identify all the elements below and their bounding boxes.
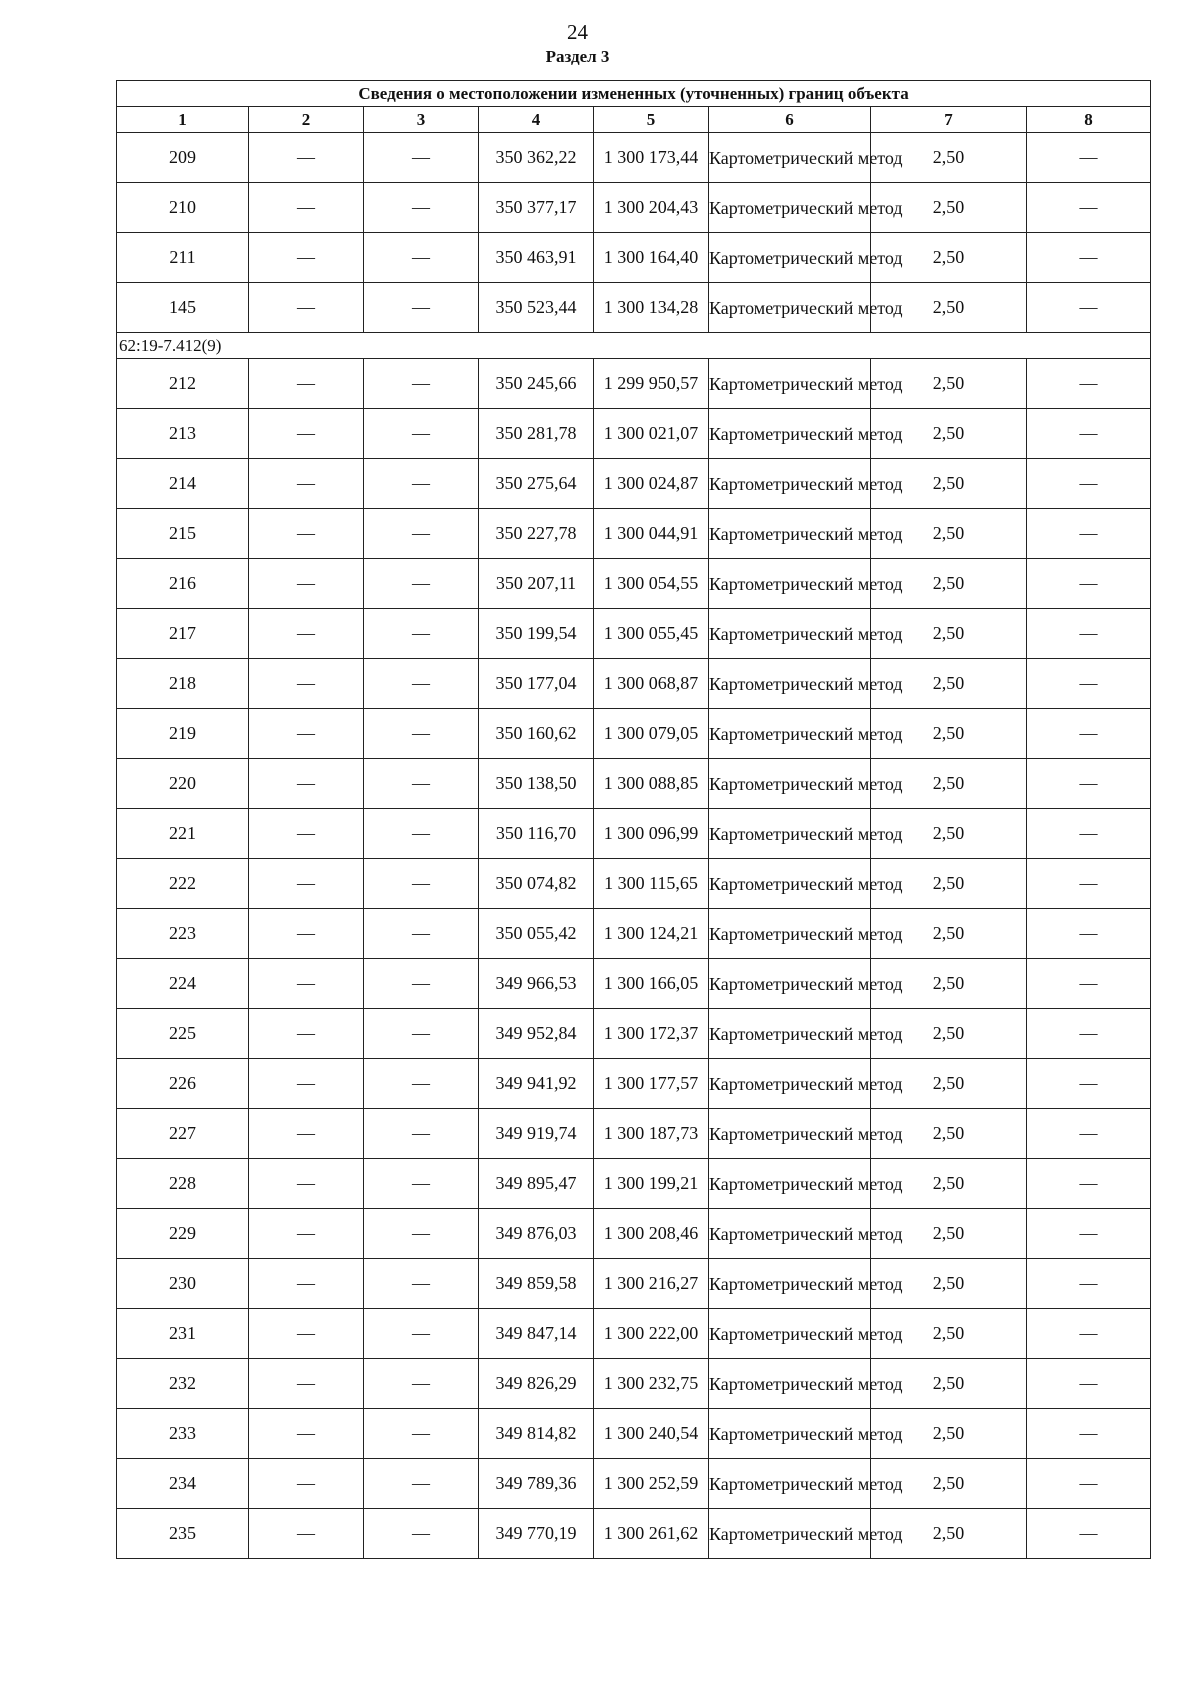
column-2-cell: — — [249, 1109, 364, 1159]
column-3-cell: — — [364, 659, 479, 709]
column-8-cell: — — [1027, 133, 1151, 183]
method-cell: Картометрический метод — [709, 859, 871, 909]
y-coordinate-cell: 1 300 088,85 — [594, 759, 709, 809]
column-number: 3 — [364, 107, 479, 133]
accuracy-cell: 2,50 — [871, 509, 1027, 559]
table-row — [117, 809, 1151, 859]
column-2-cell: — — [249, 233, 364, 283]
table-row — [117, 909, 1151, 959]
column-8-cell: — — [1027, 283, 1151, 333]
column-2-cell: — — [249, 1509, 364, 1559]
x-coordinate-cell: 350 275,64 — [479, 459, 594, 509]
method-cell: Картометрический метод — [709, 959, 871, 1009]
table-row — [117, 509, 1151, 559]
accuracy-cell: 2,50 — [871, 1409, 1027, 1459]
table-row — [117, 1209, 1151, 1259]
table-row — [117, 283, 1151, 333]
method-cell: Картометрический метод — [709, 1059, 871, 1109]
y-coordinate-cell: 1 300 021,07 — [594, 409, 709, 459]
table-row — [117, 709, 1151, 759]
y-coordinate-cell: 1 300 055,45 — [594, 609, 709, 659]
table-row — [117, 233, 1151, 283]
column-2-cell: — — [249, 1459, 364, 1509]
column-2-cell: — — [249, 1059, 364, 1109]
y-coordinate-cell: 1 300 208,46 — [594, 1209, 709, 1259]
table-row — [117, 1009, 1151, 1059]
column-3-cell: — — [364, 1159, 479, 1209]
column-8-cell: — — [1027, 1159, 1151, 1209]
section-title: Раздел 3 — [545, 47, 610, 66]
column-8-cell: — — [1027, 1109, 1151, 1159]
x-coordinate-cell: 349 789,36 — [479, 1459, 594, 1509]
accuracy-cell: 2,50 — [871, 1509, 1027, 1559]
method-cell: Картометрический метод — [709, 1159, 871, 1209]
method-cell: Картометрический метод — [709, 133, 871, 183]
y-coordinate-cell: 1 300 187,73 — [594, 1109, 709, 1159]
accuracy-cell: 2,50 — [871, 859, 1027, 909]
column-3-cell: — — [364, 183, 479, 233]
y-coordinate-cell: 1 300 232,75 — [594, 1359, 709, 1409]
column-3-cell: — — [364, 1509, 479, 1559]
column-2-cell: — — [249, 959, 364, 1009]
column-2-cell: — — [249, 1259, 364, 1309]
accuracy-cell: 2,50 — [871, 1459, 1027, 1509]
column-3-cell: — — [364, 909, 479, 959]
column-2-cell: — — [249, 459, 364, 509]
point-number-cell: 223 — [117, 909, 249, 959]
accuracy-cell: 2,50 — [871, 1009, 1027, 1059]
column-8-cell: — — [1027, 509, 1151, 559]
table-row — [117, 659, 1151, 709]
table-row — [117, 1259, 1151, 1309]
method-cell: Картометрический метод — [709, 1409, 871, 1459]
accuracy-cell: 2,50 — [871, 459, 1027, 509]
column-3-cell: — — [364, 459, 479, 509]
accuracy-cell: 2,50 — [871, 359, 1027, 409]
column-8-cell: — — [1027, 559, 1151, 609]
accuracy-cell: 2,50 — [871, 809, 1027, 859]
point-number-cell: 211 — [117, 233, 249, 283]
y-coordinate-cell: 1 300 177,57 — [594, 1059, 709, 1109]
method-cell: Картометрический метод — [709, 459, 871, 509]
method-cell: Картометрический метод — [709, 559, 871, 609]
column-2-cell: — — [249, 1009, 364, 1059]
column-8-cell: — — [1027, 1409, 1151, 1459]
y-coordinate-cell: 1 300 172,37 — [594, 1009, 709, 1059]
table-row — [117, 1509, 1151, 1559]
method-cell: Картометрический метод — [709, 709, 871, 759]
y-coordinate-cell: 1 300 054,55 — [594, 559, 709, 609]
method-cell: Картометрический метод — [709, 1259, 871, 1309]
column-8-cell: — — [1027, 909, 1151, 959]
accuracy-cell: 2,50 — [871, 283, 1027, 333]
column-8-cell: — — [1027, 659, 1151, 709]
accuracy-cell: 2,50 — [871, 1159, 1027, 1209]
accuracy-cell: 2,50 — [871, 1309, 1027, 1359]
group-row — [117, 333, 1151, 359]
column-3-cell: — — [364, 1259, 479, 1309]
column-3-cell: — — [364, 709, 479, 759]
column-2-cell: — — [249, 409, 364, 459]
column-3-cell: — — [364, 1209, 479, 1259]
column-3-cell: — — [364, 559, 479, 609]
column-3-cell: — — [364, 1009, 479, 1059]
method-cell: Картометрический метод — [709, 1359, 871, 1409]
column-8-cell: — — [1027, 759, 1151, 809]
point-number-cell: 232 — [117, 1359, 249, 1409]
column-number: 2 — [249, 107, 364, 133]
y-coordinate-cell: 1 300 044,91 — [594, 509, 709, 559]
table-row — [117, 409, 1151, 459]
x-coordinate-cell: 350 116,70 — [479, 809, 594, 859]
point-number-cell: 227 — [117, 1109, 249, 1159]
x-coordinate-cell: 349 941,92 — [479, 1059, 594, 1109]
accuracy-cell: 2,50 — [871, 959, 1027, 1009]
column-8-cell: — — [1027, 183, 1151, 233]
column-2-cell: — — [249, 359, 364, 409]
column-8-cell: — — [1027, 959, 1151, 1009]
table-body — [117, 133, 1151, 1559]
x-coordinate-cell: 350 074,82 — [479, 859, 594, 909]
table-row — [117, 759, 1151, 809]
y-coordinate-cell: 1 300 173,44 — [594, 133, 709, 183]
point-number-cell: 224 — [117, 959, 249, 1009]
x-coordinate-cell: 349 919,74 — [479, 1109, 594, 1159]
table-row — [117, 1459, 1151, 1509]
column-8-cell: — — [1027, 859, 1151, 909]
column-2-cell: — — [249, 809, 364, 859]
x-coordinate-cell: 350 227,78 — [479, 509, 594, 559]
method-cell: Картометрический метод — [709, 359, 871, 409]
accuracy-cell: 2,50 — [871, 409, 1027, 459]
column-8-cell: — — [1027, 709, 1151, 759]
table-row — [117, 1359, 1151, 1409]
column-8-cell: — — [1027, 1359, 1151, 1409]
column-2-cell: — — [249, 1159, 364, 1209]
column-2-cell: — — [249, 709, 364, 759]
column-8-cell: — — [1027, 1259, 1151, 1309]
column-number: 1 — [117, 107, 249, 133]
column-2-cell: — — [249, 609, 364, 659]
column-3-cell: — — [364, 1059, 479, 1109]
point-number-cell: 213 — [117, 409, 249, 459]
accuracy-cell: 2,50 — [871, 909, 1027, 959]
column-2-cell: — — [249, 1209, 364, 1259]
column-2-cell: — — [249, 183, 364, 233]
table-row — [117, 1059, 1151, 1109]
x-coordinate-cell: 349 876,03 — [479, 1209, 594, 1259]
y-coordinate-cell: 1 300 261,62 — [594, 1509, 709, 1559]
column-3-cell: — — [364, 1409, 479, 1459]
table-row — [117, 359, 1151, 409]
point-number-cell: 214 — [117, 459, 249, 509]
column-number-row — [117, 107, 1151, 133]
x-coordinate-cell: 349 966,53 — [479, 959, 594, 1009]
x-coordinate-cell: 349 826,29 — [479, 1359, 594, 1409]
x-coordinate-cell: 349 847,14 — [479, 1309, 594, 1359]
x-coordinate-cell: 349 952,84 — [479, 1009, 594, 1059]
y-coordinate-cell: 1 300 222,00 — [594, 1309, 709, 1359]
point-number-cell: 215 — [117, 509, 249, 559]
column-2-cell: — — [249, 1409, 364, 1459]
column-8-cell: — — [1027, 1309, 1151, 1359]
column-8-cell: — — [1027, 1009, 1151, 1059]
column-3-cell: — — [364, 409, 479, 459]
group-label: 62:19-7.412(9) — [117, 333, 1151, 359]
column-3-cell: — — [364, 283, 479, 333]
point-number-cell: 233 — [117, 1409, 249, 1459]
x-coordinate-cell: 350 463,91 — [479, 233, 594, 283]
point-number-cell: 210 — [117, 183, 249, 233]
accuracy-cell: 2,50 — [871, 1259, 1027, 1309]
x-coordinate-cell: 350 160,62 — [479, 709, 594, 759]
column-2-cell: — — [249, 859, 364, 909]
method-cell: Картометрический метод — [709, 1309, 871, 1359]
column-8-cell: — — [1027, 809, 1151, 859]
column-3-cell: — — [364, 1109, 479, 1159]
point-number-cell: 230 — [117, 1259, 249, 1309]
column-3-cell: — — [364, 609, 479, 659]
point-number-cell: 219 — [117, 709, 249, 759]
column-2-cell: — — [249, 1359, 364, 1409]
point-number-cell: 226 — [117, 1059, 249, 1109]
table-row — [117, 859, 1151, 909]
column-3-cell: — — [364, 233, 479, 283]
table-row — [117, 1409, 1151, 1459]
table-title: Сведения о местоположении измененных (уточненных) границ объекта — [117, 81, 1151, 107]
y-coordinate-cell: 1 300 134,28 — [594, 283, 709, 333]
table-row — [117, 559, 1151, 609]
column-2-cell: — — [249, 1309, 364, 1359]
point-number-cell: 235 — [117, 1509, 249, 1559]
table-row — [117, 1109, 1151, 1159]
column-3-cell: — — [364, 1459, 479, 1509]
column-3-cell: — — [364, 959, 479, 1009]
x-coordinate-cell: 350 177,04 — [479, 659, 594, 709]
column-3-cell: — — [364, 1359, 479, 1409]
method-cell: Картометрический метод — [709, 283, 871, 333]
column-8-cell: — — [1027, 1459, 1151, 1509]
y-coordinate-cell: 1 300 115,65 — [594, 859, 709, 909]
column-number: 6 — [709, 107, 871, 133]
y-coordinate-cell: 1 300 240,54 — [594, 1409, 709, 1459]
method-cell: Картометрический метод — [709, 759, 871, 809]
table-row — [117, 609, 1151, 659]
x-coordinate-cell: 350 199,54 — [479, 609, 594, 659]
table-row — [117, 183, 1151, 233]
x-coordinate-cell: 350 523,44 — [479, 283, 594, 333]
method-cell: Картометрический метод — [709, 1109, 871, 1159]
column-number: 4 — [479, 107, 594, 133]
column-3-cell: — — [364, 359, 479, 409]
method-cell: Картометрический метод — [709, 909, 871, 959]
column-2-cell: — — [249, 909, 364, 959]
method-cell: Картометрический метод — [709, 509, 871, 559]
y-coordinate-cell: 1 300 199,21 — [594, 1159, 709, 1209]
column-2-cell: — — [249, 759, 364, 809]
table-row — [117, 1309, 1151, 1359]
y-coordinate-cell: 1 300 166,05 — [594, 959, 709, 1009]
column-8-cell: — — [1027, 359, 1151, 409]
x-coordinate-cell: 350 138,50 — [479, 759, 594, 809]
column-8-cell: — — [1027, 609, 1151, 659]
method-cell: Картометрический метод — [709, 1509, 871, 1559]
accuracy-cell: 2,50 — [871, 1209, 1027, 1259]
x-coordinate-cell: 350 377,17 — [479, 183, 594, 233]
method-cell: Картометрический метод — [709, 1459, 871, 1509]
y-coordinate-cell: 1 300 216,27 — [594, 1259, 709, 1309]
y-coordinate-cell: 1 299 950,57 — [594, 359, 709, 409]
point-number-cell: 216 — [117, 559, 249, 609]
table-row — [117, 459, 1151, 509]
y-coordinate-cell: 1 300 252,59 — [594, 1459, 709, 1509]
x-coordinate-cell: 350 245,66 — [479, 359, 594, 409]
point-number-cell: 221 — [117, 809, 249, 859]
y-coordinate-cell: 1 300 079,05 — [594, 709, 709, 759]
table-row — [117, 133, 1151, 183]
y-coordinate-cell: 1 300 024,87 — [594, 459, 709, 509]
table-title-row — [117, 81, 1151, 107]
x-coordinate-cell: 349 895,47 — [479, 1159, 594, 1209]
accuracy-cell: 2,50 — [871, 759, 1027, 809]
x-coordinate-cell: 350 055,42 — [479, 909, 594, 959]
column-3-cell: — — [364, 1309, 479, 1359]
column-3-cell: — — [364, 809, 479, 859]
method-cell: Картометрический метод — [709, 809, 871, 859]
x-coordinate-cell: 350 207,11 — [479, 559, 594, 609]
accuracy-cell: 2,50 — [871, 133, 1027, 183]
accuracy-cell: 2,50 — [871, 1109, 1027, 1159]
table-row — [117, 1159, 1151, 1209]
y-coordinate-cell: 1 300 124,21 — [594, 909, 709, 959]
method-cell: Картометрический метод — [709, 1209, 871, 1259]
boundary-coordinates-table — [116, 80, 1151, 1559]
y-coordinate-cell: 1 300 096,99 — [594, 809, 709, 859]
column-number: 5 — [594, 107, 709, 133]
x-coordinate-cell: 349 770,19 — [479, 1509, 594, 1559]
column-number: 8 — [1027, 107, 1151, 133]
point-number-cell: 212 — [117, 359, 249, 409]
column-8-cell: — — [1027, 233, 1151, 283]
point-number-cell: 234 — [117, 1459, 249, 1509]
method-cell: Картометрический метод — [709, 609, 871, 659]
x-coordinate-cell: 349 859,58 — [479, 1259, 594, 1309]
column-3-cell: — — [364, 859, 479, 909]
accuracy-cell: 2,50 — [871, 233, 1027, 283]
method-cell: Картометрический метод — [709, 659, 871, 709]
y-coordinate-cell: 1 300 164,40 — [594, 233, 709, 283]
accuracy-cell: 2,50 — [871, 1059, 1027, 1109]
table-row — [117, 959, 1151, 1009]
point-number-cell: 225 — [117, 1009, 249, 1059]
column-8-cell: — — [1027, 409, 1151, 459]
column-2-cell: — — [249, 659, 364, 709]
x-coordinate-cell: 349 814,82 — [479, 1409, 594, 1459]
column-2-cell: — — [249, 509, 364, 559]
point-number-cell: 145 — [117, 283, 249, 333]
column-2-cell: — — [249, 133, 364, 183]
point-number-cell: 218 — [117, 659, 249, 709]
column-3-cell: — — [364, 759, 479, 809]
method-cell: Картометрический метод — [709, 233, 871, 283]
accuracy-cell: 2,50 — [871, 709, 1027, 759]
x-coordinate-cell: 350 362,22 — [479, 133, 594, 183]
y-coordinate-cell: 1 300 204,43 — [594, 183, 709, 233]
accuracy-cell: 2,50 — [871, 1359, 1027, 1409]
point-number-cell: 220 — [117, 759, 249, 809]
column-2-cell: — — [249, 283, 364, 333]
point-number-cell: 229 — [117, 1209, 249, 1259]
accuracy-cell: 2,50 — [871, 659, 1027, 709]
method-cell: Картометрический метод — [709, 1009, 871, 1059]
page-number: 24 — [567, 20, 588, 44]
x-coordinate-cell: 350 281,78 — [479, 409, 594, 459]
column-8-cell: — — [1027, 1509, 1151, 1559]
column-3-cell: — — [364, 133, 479, 183]
column-8-cell: — — [1027, 459, 1151, 509]
method-cell: Картометрический метод — [709, 183, 871, 233]
y-coordinate-cell: 1 300 068,87 — [594, 659, 709, 709]
method-cell: Картометрический метод — [709, 409, 871, 459]
point-number-cell: 222 — [117, 859, 249, 909]
column-3-cell: — — [364, 509, 479, 559]
point-number-cell: 228 — [117, 1159, 249, 1209]
column-8-cell: — — [1027, 1059, 1151, 1109]
point-number-cell: 217 — [117, 609, 249, 659]
accuracy-cell: 2,50 — [871, 609, 1027, 659]
point-number-cell: 231 — [117, 1309, 249, 1359]
column-number: 7 — [871, 107, 1027, 133]
accuracy-cell: 2,50 — [871, 183, 1027, 233]
column-8-cell: — — [1027, 1209, 1151, 1259]
accuracy-cell: 2,50 — [871, 559, 1027, 609]
column-2-cell: — — [249, 559, 364, 609]
point-number-cell: 209 — [117, 133, 249, 183]
